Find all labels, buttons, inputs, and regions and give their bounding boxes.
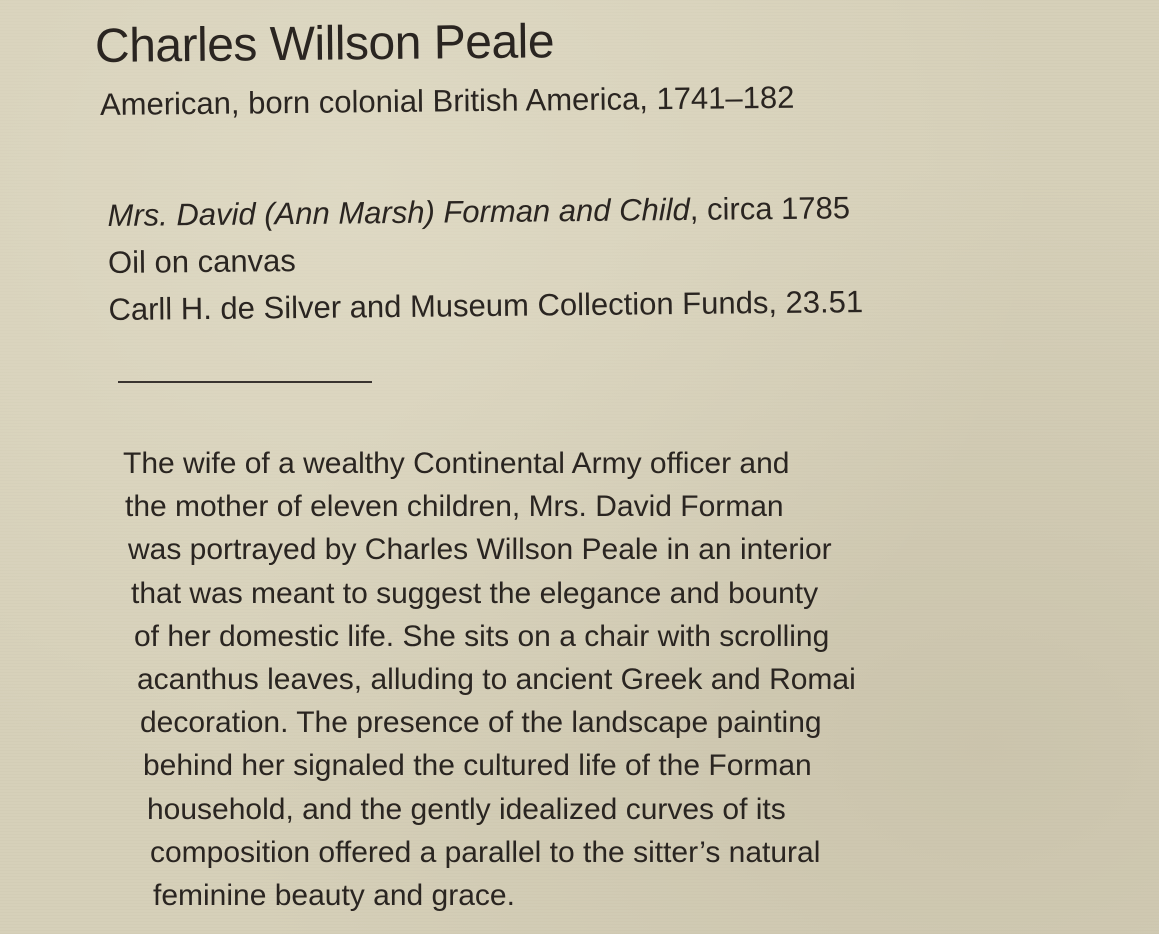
description-line: the mother of eleven children, Mrs. David Forman bbox=[125, 490, 784, 524]
artwork-title-line bbox=[107, 184, 862, 239]
artist-name: Charles Willson Peale bbox=[94, 15, 555, 73]
artwork-credit: Carll H. de Silver and Museum Collection Funds, 23.51 bbox=[108, 284, 864, 327]
divider-rule bbox=[118, 381, 372, 383]
description-line: acanthus leaves, alluding to ancient Greek and Romai bbox=[137, 663, 856, 697]
description-paragraph bbox=[123, 442, 856, 917]
description-line: behind her signaled the cultured life of the Forman bbox=[143, 749, 812, 783]
artist-bio: American, born colonial British America, 1741–182 bbox=[99, 79, 795, 122]
description-line: household, and the gently idealized curves of its bbox=[147, 792, 786, 826]
description-line: The wife of a wealthy Continental Army officer and bbox=[123, 447, 790, 480]
description-line: composition offered a parallel to the sitter’s natural bbox=[150, 835, 821, 869]
artwork-medium: Oil on canvas bbox=[107, 243, 297, 280]
description-line: that was meant to suggest the elegance and bounty bbox=[131, 576, 819, 610]
artwork-date: , circa 1785 bbox=[689, 190, 851, 227]
description-line: was portrayed by Charles Willson Peale in an interior bbox=[128, 533, 832, 567]
description-line: decoration. The presence of the landscape painting bbox=[140, 706, 822, 740]
artwork-title: Mrs. David (Ann Marsh) Forman and Child bbox=[107, 191, 690, 234]
artwork-info bbox=[107, 184, 863, 333]
description-line: feminine beauty and grace. bbox=[153, 879, 515, 913]
description-line: of her domestic life. She sits on a chair with scrolling bbox=[134, 619, 830, 653]
